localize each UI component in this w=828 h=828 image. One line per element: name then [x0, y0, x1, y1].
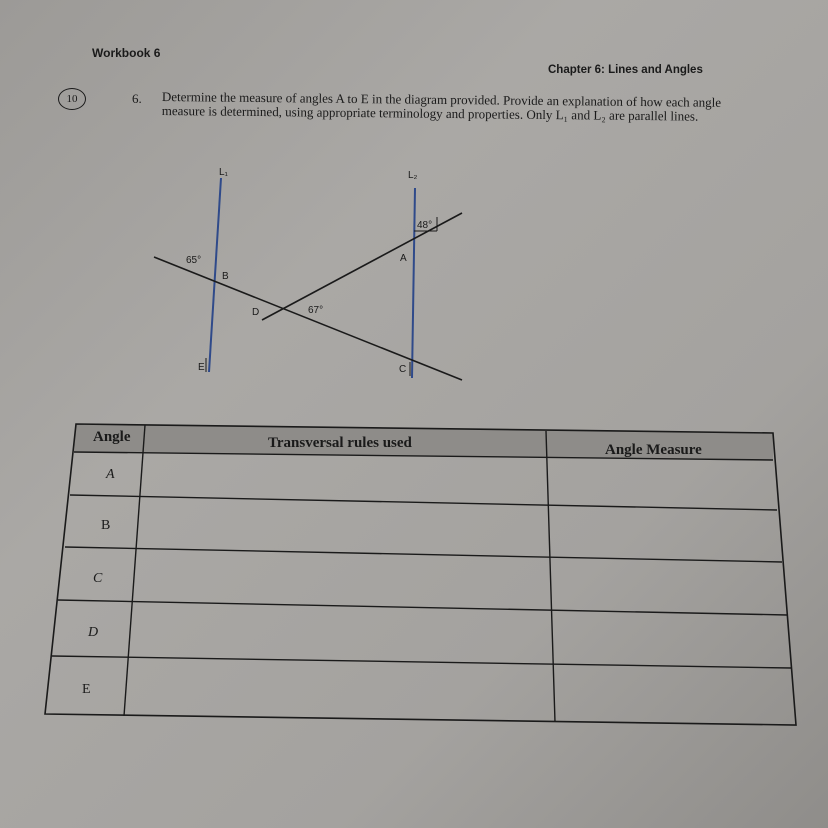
row-angle-e: E: [82, 682, 91, 697]
angle-a-label: A: [400, 253, 407, 264]
angle-48-label: 48°: [417, 220, 433, 231]
label-l2: L₂: [408, 170, 418, 181]
row-angle-d: D: [88, 625, 99, 640]
header-angle: Angle: [93, 429, 131, 445]
header-measure: Angle Measure: [605, 442, 702, 458]
angle-e-label: E: [198, 362, 205, 373]
row-angle-c: C: [93, 571, 103, 586]
row-angle-a: A: [106, 467, 115, 482]
cell-measure-c[interactable]: [549, 556, 787, 615]
cell-measure-b[interactable]: [548, 505, 782, 562]
cell-rule-d[interactable]: [129, 604, 553, 665]
cell-rule-b[interactable]: [138, 498, 549, 556]
label-l1: L₁: [219, 167, 228, 178]
angle-67-label: 67°: [308, 305, 324, 316]
question-text: Determine the measure of angles A to E in the diagram provided. Provide an explanation of how each angle measure is determined, using appropriate terminology and properties. Only L₁ and L₂ are parallel lines.: [161, 89, 722, 124]
cell-measure-d[interactable]: [551, 609, 791, 668]
workbook-title: Workbook 6: [92, 46, 161, 60]
question-number: 6.: [132, 91, 142, 106]
points-circle: 10: [58, 88, 86, 110]
angle-d-label: D: [252, 307, 260, 318]
angle-65-label: 65°: [186, 255, 202, 266]
cell-rule-a[interactable]: [142, 453, 547, 504]
cell-rule-c[interactable]: [134, 551, 551, 609]
angle-b-label: B: [222, 271, 229, 282]
chapter-title: Chapter 6: Lines and Angles: [548, 64, 703, 76]
header-rules: Transversal rules used: [268, 435, 412, 451]
row-angle-b: B: [101, 518, 111, 533]
cell-measure-e[interactable]: [553, 665, 796, 725]
cell-rule-e[interactable]: [124, 660, 555, 722]
cell-measure-a[interactable]: [547, 457, 777, 510]
angle-c-label: C: [399, 364, 407, 375]
